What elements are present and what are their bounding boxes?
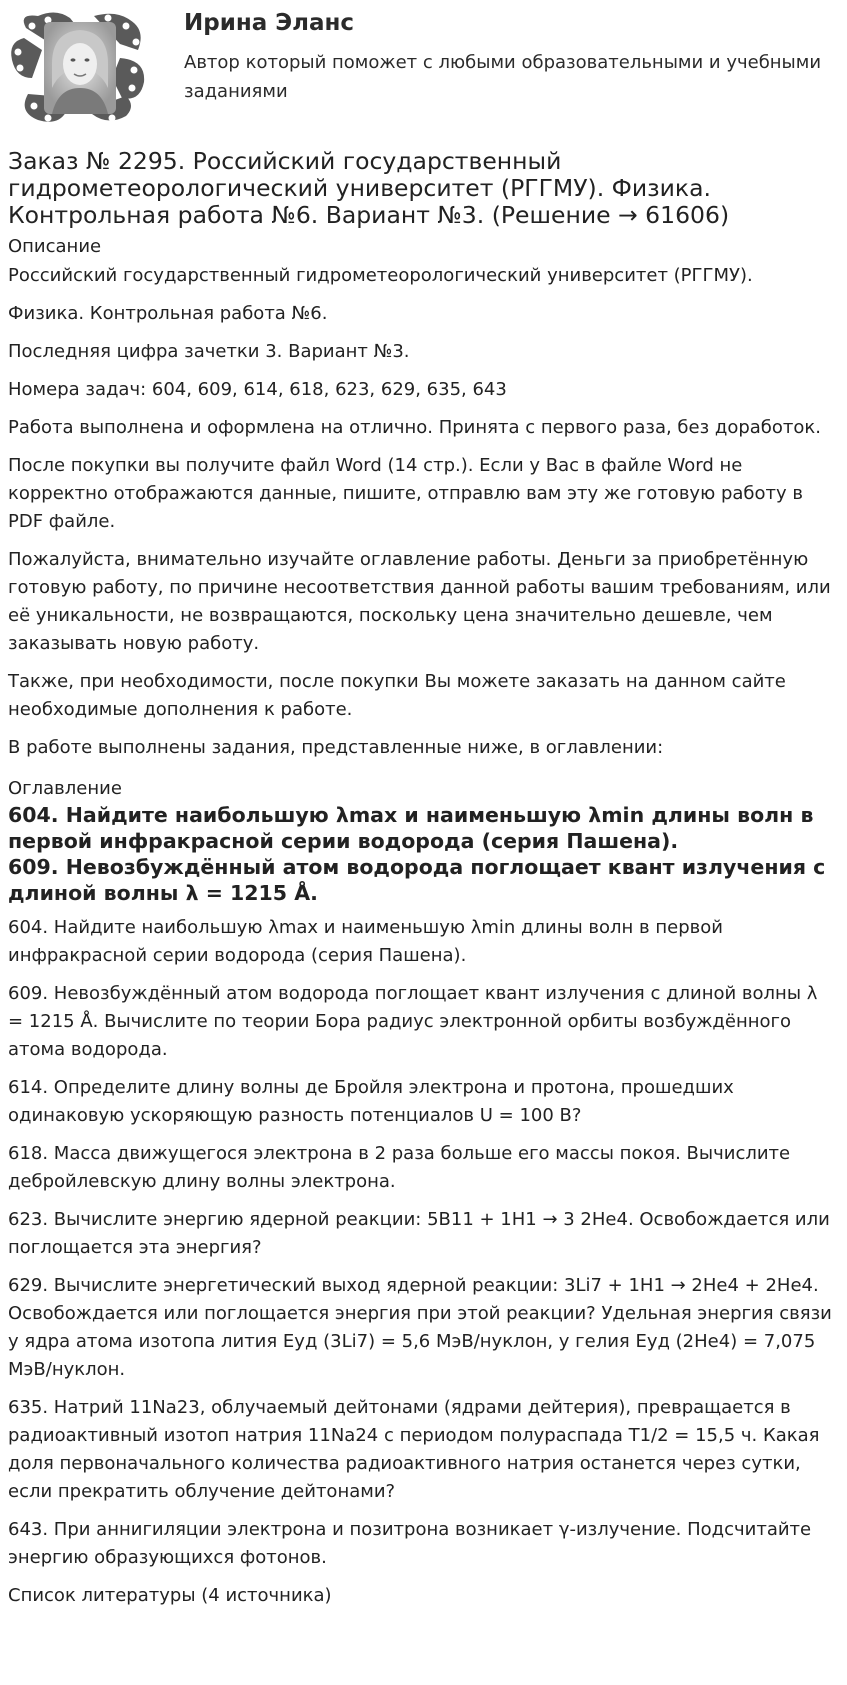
toc-item: 623. Вычислите энергию ядерной реакции: 5B11 + 1H1 → 3 2He4. Освобождается или поглощается эта энергия? bbox=[8, 1209, 830, 1258]
toc-heading: 609. Невозбуждённый атом водорода поглощает квант излучения с длиной волны λ = 1215 Å. bbox=[8, 855, 826, 905]
description-paragraph: Пожалуйста, внимательно изучайте оглавление работы. Деньги за приобретённую готовую работу, по причине несоответствия данной работы вашим требованиям, или её уникальности, не возвращаются, поскольку цена значительно дешевле, чем заказывать новую работу. bbox=[8, 549, 831, 654]
description-paragraph: Номера задач: 604, 609, 614, 618, 623, 629, 635, 643 bbox=[8, 379, 507, 400]
description-paragraph: Последняя цифра зачетки 3. Вариант №3. bbox=[8, 341, 410, 362]
description-paragraph: Также, при необходимости, после покупки Вы можете заказать на данном сайте необходимые дополнения к работе. bbox=[8, 671, 786, 720]
author-card bbox=[0, 0, 847, 140]
toc-headings bbox=[8, 802, 838, 906]
author-name[interactable]: Ирина Эланс bbox=[184, 10, 355, 36]
toc-item: 643. При аннигиляции электрона и позитрона возникает γ-излучение. Подсчитайте энергию образующихся фотонов. bbox=[8, 1519, 812, 1568]
toc-item: 609. Невозбуждённый атом водорода поглощает квант излучения с длиной волны λ = 1215 Å. Вычислите по теории Бора радиус электронной орбиты возбуждённого атома водорода. bbox=[8, 983, 818, 1060]
toc-item: 604. Найдите наибольшую λmax и наименьшую λmin длины волн в первой инфракрасной серии водорода (серия Пашена). bbox=[8, 917, 723, 966]
author-description: Автор который поможет с любыми образовательными и учебными заданиями bbox=[184, 52, 822, 102]
description-paragraph: Физика. Контрольная работа №6. bbox=[8, 303, 328, 324]
toc-footer: Список литературы (4 источника) bbox=[8, 1585, 332, 1606]
toc-item: 618. Масса движущегося электрона в 2 раза больше его массы покоя. Вычислите дебройлевскую длину волны электрона. bbox=[8, 1143, 791, 1192]
description-paragraph: В работе выполнены задания, представленные ниже, в оглавлении: bbox=[8, 737, 664, 758]
toc-item: 629. Вычислите энергетический выход ядерной реакции: 3Li7 + 1H1 → 2He4 + 2He4. Освобождается или поглощается энергия при этой реакции? Удельная энергия связи у ядра атома изотопа лития Еуд (3Li7) = 5,6 МэВ/нуклон, у гелия Еуд (2He4) = 7,075 МэВ/нуклон. bbox=[8, 1275, 832, 1380]
description-label: Описание bbox=[8, 236, 102, 257]
toc-label: Оглавление bbox=[8, 778, 122, 799]
toc-item: 635. Натрий 11Na23, облучаемый дейтонами (ядрами дейтерия), превращается в радиоактивный изотоп натрия 11Na24 с периодом полураспада Т1/2 = 15,5 ч. Какая доля первоначального количества радиоактивного натрия останется через сутки, если прекратить облучение дейтонами? bbox=[8, 1397, 820, 1502]
toc-item: 614. Определите длину волны де Бройля электрона и протона, прошедших одинаковую ускоряющую разность потенциалов U = 100 В? bbox=[8, 1077, 734, 1126]
toc-heading: 604. Найдите наибольшую λmax и наименьшую λmin длины волн в первой инфракрасной серии водорода (серия Пашена). bbox=[8, 803, 814, 853]
description-paragraph: После покупки вы получите файл Word (14 стр.). Если у Вас в файле Word не корректно отображаются данные, пишите, отправлю вам эту же готовую работу в PDF файле. bbox=[8, 455, 803, 532]
description-paragraph: Работа выполнена и оформлена на отлично. Принята с первого раза, без доработок. bbox=[8, 417, 822, 438]
order-content bbox=[8, 148, 838, 1620]
order-title: Заказ № 2295. Российский государственный гидрометеорологический университет (РГГМУ). Физика. Контрольная работа №6. Вариант №3. (Решение → 61606) bbox=[8, 147, 730, 229]
description-paragraph: Российский государственный гидрометеорологический университет (РГГМУ). bbox=[8, 265, 753, 286]
author-avatar[interactable] bbox=[8, 8, 148, 126]
